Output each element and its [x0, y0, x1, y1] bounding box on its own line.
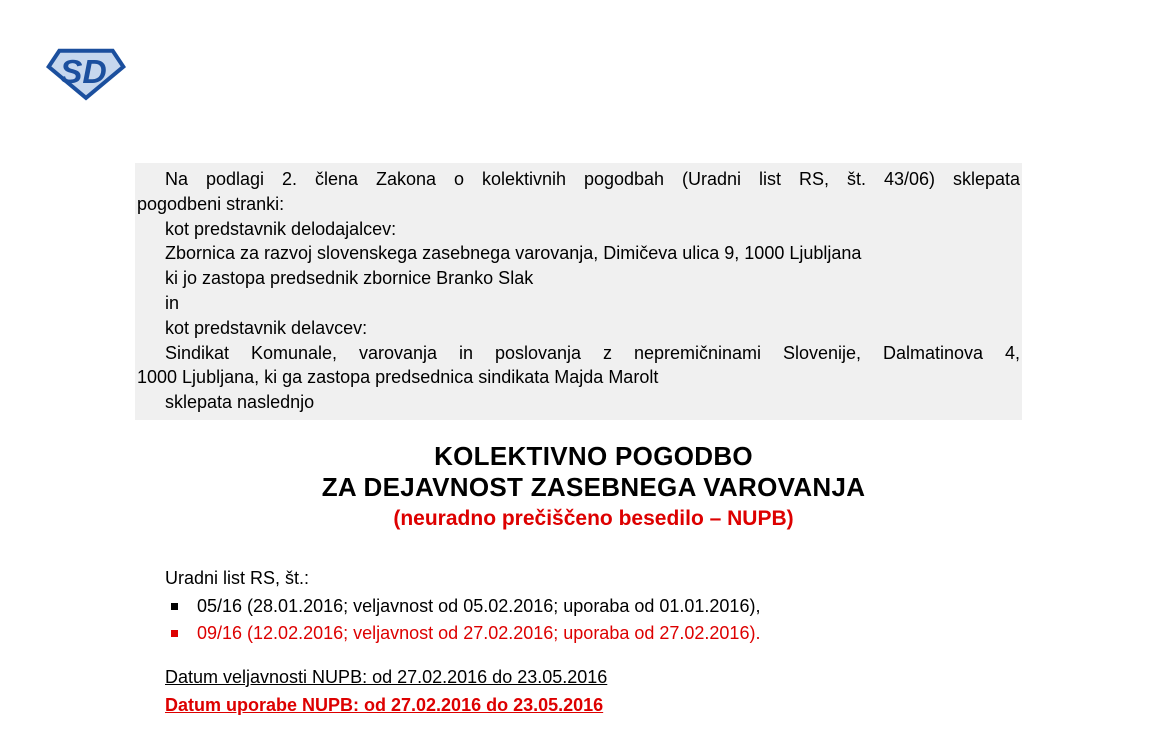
bullet-square-icon: [171, 630, 178, 637]
title-line-1: KOLEKTIVNO POGODBO: [434, 441, 753, 471]
title-subtitle: (neuradno prečiščeno besedilo – NUPB): [393, 507, 794, 530]
validity-dates: [165, 663, 607, 719]
gazette-list: [165, 565, 1025, 648]
intro-line: ki jo zastopa predsednik zbornice Branko Slak: [165, 268, 534, 289]
gazette-item: [165, 593, 1025, 621]
intro-line: kot predstavnik delavcev:: [165, 317, 368, 338]
validity-date-line: Datum veljavnosti NUPB: od 27.02.2016 do 23.05.2016: [165, 667, 608, 687]
document-title: [165, 441, 1022, 534]
logo-letters: SD: [59, 52, 107, 91]
intro-line: kot predstavnik delodajalcev:: [165, 218, 397, 239]
usage-date-line: Datum uporabe NUPB: od 27.02.2016 do 23.05.2016: [165, 695, 604, 715]
bullet-square-icon: [171, 603, 178, 610]
intro-line: sklepata naslednjo: [165, 392, 315, 413]
intro-paragraph-panel: [135, 163, 1022, 420]
title-line-2: ZA DEJAVNOST ZASEBNEGA VAROVANJA: [321, 472, 866, 502]
intro-line: Sindikat Komunale, varovanja in poslovanja z nepremičninami Slovenije, Dalmatinova 4,: [165, 342, 1020, 363]
intro-line: Zbornica za razvoj slovenskega zasebnega varovanja, Dimičeva ulica 9, 1000 Ljubljana: [165, 243, 862, 264]
intro-line: Na podlagi 2. člena Zakona o kolektivnih pogodbah (Uradni list RS, št. 43/06) sklepata: [165, 169, 1020, 189]
sd-shield-icon: [46, 44, 126, 102]
intro-line: 1000 Ljubljana, ki ga zastopa predsednica sindikata Majda Marolt: [137, 367, 659, 388]
gazette-item: [165, 620, 1025, 648]
gazette-item-text: 09/16 (12.02.2016; veljavnost od 27.02.2016; uporaba od 27.02.2016).: [197, 623, 761, 643]
intro-line: in: [165, 292, 180, 313]
intro-line: pogodbeni stranki:: [137, 193, 285, 214]
gazette-heading: Uradni list RS, št.:: [165, 568, 310, 588]
gazette-item-text: 05/16 (28.01.2016; veljavnost od 05.02.2016; uporaba od 01.01.2016),: [197, 595, 761, 616]
sd-logo: [46, 44, 126, 102]
